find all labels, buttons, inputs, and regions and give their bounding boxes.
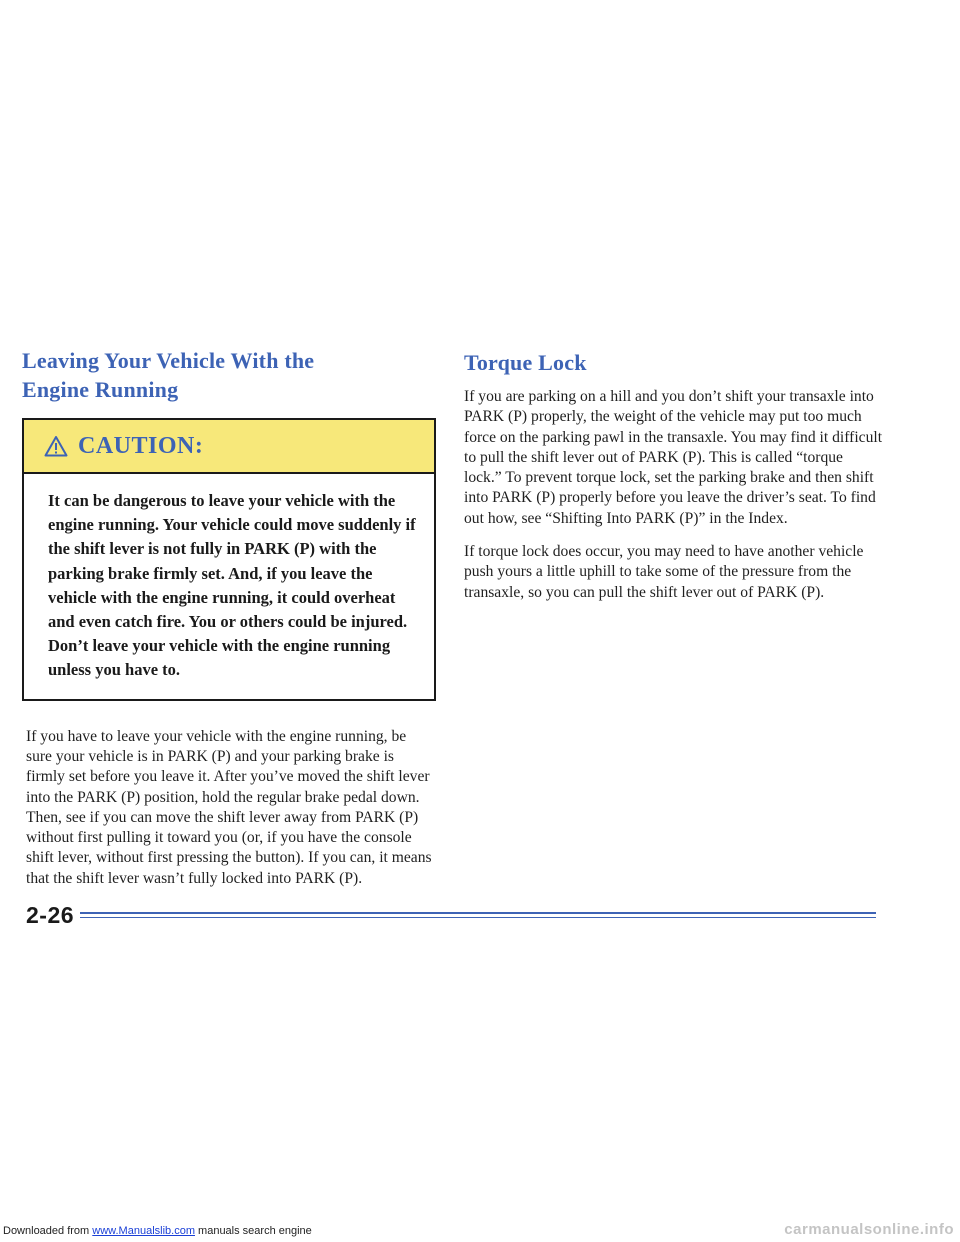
banner-suffix: manuals search engine [194, 1225, 312, 1237]
page-footer [26, 900, 876, 930]
section-heading-torque-lock: Torque Lock [464, 350, 587, 375]
footer-rule-line-top [80, 912, 876, 914]
page-number: 2-26 [26, 901, 75, 928]
footer-rule [80, 912, 876, 918]
footer-rule-line-bottom [80, 917, 876, 919]
right-column [464, 346, 884, 603]
torque-lock-paragraph-1: If you are parking on a hill and you don’t shift your transaxle into PARK (P) properly, the weight of the vehicle may put too much force on the parking pawl in the transaxle. You may find it difficult to pull the shift lever out of PARK (P). This is called “torque lock.” To prevent torque lock, set the parking brake and then shift into PARK (P) properly before you leave the driver’s seat. To find out how, see “Shifting Into PARK (P)” in the Index. [464, 388, 883, 527]
download-banner [3, 1225, 312, 1237]
manualslib-link[interactable]: www.Manualslib.com [92, 1225, 195, 1237]
caution-header [24, 420, 434, 474]
left-column [22, 346, 436, 889]
watermark: carmanualsonline.info [784, 1221, 954, 1238]
leaving-vehicle-paragraph: If you have to leave your vehicle with the engine running, be sure your vehicle is in PARK (P) and your parking brake is firmly set before you leave it. After you’ve moved the shift lever into the PARK (P) position, hold the regular brake pedal down. Then, see if you can move the shift lever away from PARK (P) without first pulling it toward you (or, if you have the console shift lever, without first pressing the button). If you can, it means that the shift lever wasn’t fully locked into PARK (P). [26, 727, 432, 887]
caution-text: It can be dangerous to leave your vehicle with the engine running. Your vehicle could move suddenly if the shift lever is not fully in PARK (P) with the parking brake firmly set. And, if you leave the vehicle with the engine running, it could overheat and even catch fire. You or others could be injured. Don’t leave your vehicle with the engine running unless you have to. [48, 491, 416, 680]
caution-box [22, 418, 436, 701]
banner-prefix: Downloaded from [3, 1225, 93, 1237]
caution-title: CAUTION: [78, 432, 204, 459]
warning-triangle-icon [44, 435, 68, 457]
heading-line-1: Leaving Your Vehicle With the [22, 348, 315, 373]
heading-line-2: Engine Running [22, 377, 179, 402]
torque-lock-paragraph-2: If torque lock does occur, you may need to have another vehicle push yours a little uphill to take some of the pressure from the transaxle, so you can pull the shift lever out of PARK (P). [464, 543, 864, 601]
section-heading-leaving-vehicle [22, 346, 436, 404]
